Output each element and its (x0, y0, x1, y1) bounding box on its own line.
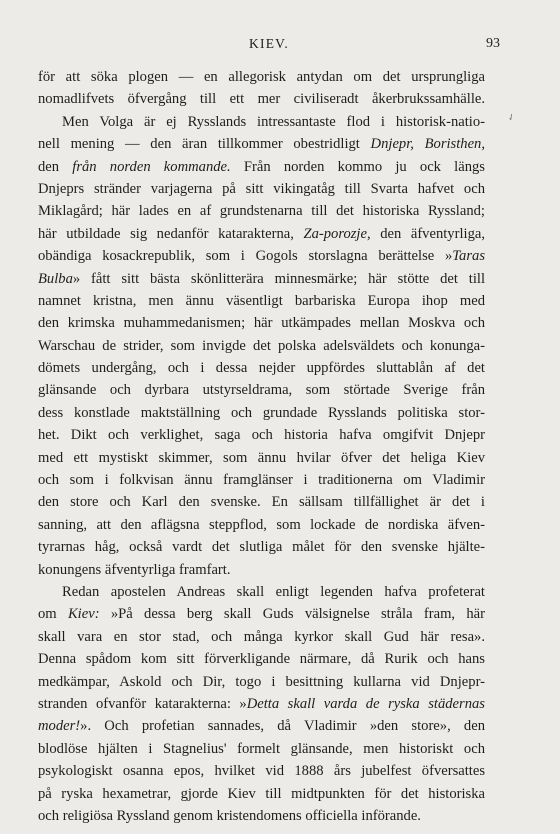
text-line: dess konstlade maktställning och grundade Rysslands politiska stor- (38, 404, 485, 421)
text-line: obändiga kosackrepublik, som i Gogols storslagna berättelse »Taras (38, 248, 485, 265)
text-line: medkämpar, Askold och Dir, togo i besittning kullarna vid Dnjepr- (38, 673, 485, 690)
text-line: blodlöse hjälten i Stagnelius' formelt glänsande, men historiskt och (38, 740, 485, 757)
text-line: konungens äfventyrliga framfart. (38, 561, 231, 578)
text-line: för att söka plogen — en allegorisk antydan om det ursprungliga (38, 69, 485, 85)
text-line: Redan apostelen Andreas skall enligt legenden hafva profeterat (62, 583, 485, 600)
text-line: moder!». Och profetian sannades, då Vladimir »den store», den (38, 718, 485, 735)
text-line: den store och Karl den svenske. En sällsam tillfällighet är det i (38, 494, 485, 511)
text-line: het. Dikt och verklighet, saga och historia hafva omgifvit Dnjepr (38, 427, 485, 444)
text-line: dömets undergång, och i dessa nejder uppfördes sluttablån af det (38, 360, 485, 377)
text-line: Men Volga är ej Rysslands intressantaste flod i historisk-natio- (62, 113, 485, 130)
text-line: och religiösa Ryssland genom kristendomens officiella införande. (38, 807, 421, 824)
text-line: glänsande och dyrbara utstyrseldrama, som störtade Sverige från (38, 382, 485, 399)
text-line: och som i folkvisan ännu framglänser i traditionerna om Vladimir (38, 472, 485, 489)
text-line: nomadlifvets öfvergång till ett mer civiliseradt åkerbrukssamhälle. (38, 91, 485, 108)
text-line: tyrarnas håg, också vardt det slutliga målet för den svenske hjälte- (38, 539, 485, 556)
text-line: om Kiev: »På dessa berg skall Guds välsignelse stråla fram, här (38, 606, 486, 623)
text-line: stranden ofvanför katarakterna: »Detta skall varda de ryska städernas (38, 695, 485, 712)
text-line: här utbildade sig nedanför katarakterna, Za-porozje, den äfventyrliga, (38, 225, 485, 242)
text-line: skall vara en stor stad, och många kyrkor skall Gud här resa». (38, 628, 485, 645)
body-text (38, 66, 485, 827)
text-line: Warschau de strider, som invigde det polska adelsväldets och konunga- (38, 337, 485, 354)
text-line: nell mening — den äran tillkommer obestridligt Dnjepr, Boristhen, (38, 136, 486, 153)
text-line: Denna spådom kom sitt förverkligande närmare, då Rurik och hans (38, 651, 485, 668)
text-line: Miklagård; här lades en af grundstenarna till det historiska Ryssland; (38, 203, 485, 220)
running-head (38, 36, 500, 56)
text-line: med ett mystiskt skimmer, som ännu hvilar öfver det heliga Kiev (38, 449, 485, 466)
page-number: 93 (486, 36, 500, 51)
text-line: Bulba» fått sitt bästa skönlitterära minnesmärke; här stötte det till (38, 270, 485, 287)
text-line: på ryska hexametrar, gjorde Kiev till midtpunkten för det historiska (38, 785, 485, 802)
text-line: psykologiskt osanna epos, hvilket vid 1888 års jubelfest öfversattes (38, 763, 485, 780)
text-line: namnet kristna, men ännu väsentligt barbariska Europa ihop med (38, 292, 485, 309)
running-title: KIEV. (249, 36, 289, 51)
text-line: den från norden kommande. Från norden kommo ju ock längs (38, 158, 485, 175)
margin-check-mark-icon: ✓ (506, 111, 518, 125)
text-line: Dnjeprs stränder varjagerna på sitt vikingatåg till Svarta hafvet och (38, 180, 485, 197)
text-line: den krimska muhammedanismen; här utkämpades mellan Moskva och (38, 315, 485, 332)
text-line: sanning, att den aflägsna steppflod, som lockade de nordiska äfven- (38, 516, 485, 533)
